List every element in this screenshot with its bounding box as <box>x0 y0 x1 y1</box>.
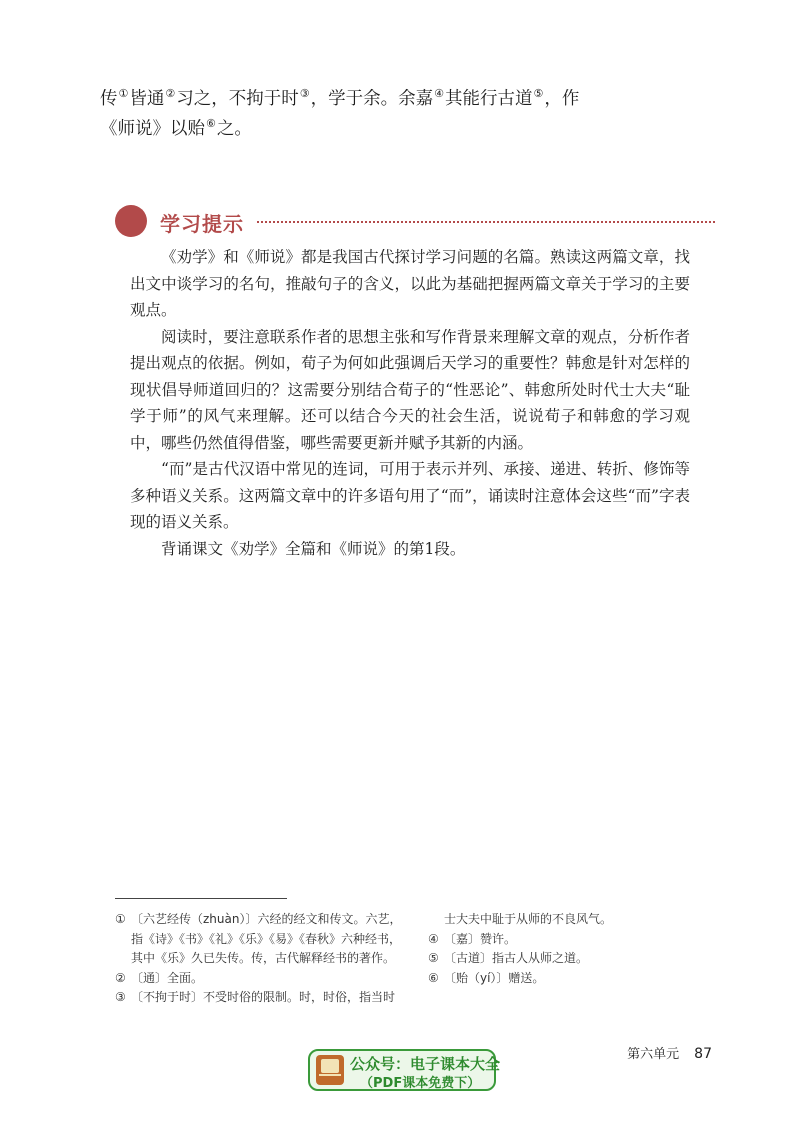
footnote-marker: ② <box>165 87 176 101</box>
passage-text: 之。 <box>216 119 252 139</box>
footnotes-right-column <box>428 910 678 988</box>
watermark-line2: （PDF课本免费下） <box>360 1076 481 1091</box>
passage-text: 习之，不拘于时 <box>176 89 299 109</box>
tips-paragraph: 阅读时，要注意联系作者的思想主张和写作背景来理解文章的观点，分析作者提出观点的依据。例如，荀子为何如此强调后天学习的重要性？韩愈是针对怎样的现状倡导师道回归的？这需要分别结合荀子的“性恶论”、韩愈所处时代士大夫“耻学于师”的风气来理解。还可以结合今天的社会生活，说说荀子和韩愈的学习观中，哪些仍然值得借鉴，哪些需要更新并赋予其新的内涵。 <box>130 327 690 452</box>
watermark-line1: 公众号：电子课本大全 <box>350 1055 501 1073</box>
passage-text: 《师说》以贻 <box>100 119 205 139</box>
passage-text: 皆通 <box>129 89 165 109</box>
footnote-text: 〔六艺经传（zhuàn）〕六经的经文和传文。六艺， <box>131 912 402 926</box>
section-title: 学习提示 <box>160 212 244 236</box>
continued-passage <box>100 84 700 144</box>
passage-line <box>100 84 700 114</box>
section-marker-icon <box>115 205 147 237</box>
footnote-text: 〔嘉〕赞许。 <box>444 931 517 946</box>
footnote-number: ⑤ <box>428 951 439 965</box>
footnote-number: ③ <box>115 990 126 1004</box>
unit-label: 第六单元 <box>627 1047 680 1062</box>
footnote-number: ② <box>115 970 126 985</box>
footnote-divider <box>115 898 287 899</box>
book-logo-icon <box>316 1055 344 1085</box>
footnote-marker: ④ <box>434 87 444 101</box>
passage-text: 其能行古道 <box>445 89 533 109</box>
footnote-number: ④ <box>428 931 439 946</box>
footnote-marker: ③ <box>299 87 310 101</box>
footnote-text: 〔古道〕指古人从师之道。 <box>444 951 589 965</box>
tips-paragraph: 《劝学》和《师说》都是我国古代探讨学习问题的名篇。熟读这两篇文章，找出文中谈学习的名句，推敲句子的含义，以此为基础把握两篇文章关于学习的主要观点。 <box>130 248 690 319</box>
watermark-badge <box>308 1049 501 1091</box>
section-header <box>115 205 715 237</box>
footnote-text: 指《诗》《书》《礼》《乐》《易》《春秋》六种经书， <box>131 931 402 946</box>
footnote-number: ① <box>115 912 126 926</box>
footnote-text: 〔不拘于时〕不受时俗的限制。时，时俗，指当时 <box>131 990 396 1004</box>
footnote-item <box>428 969 678 989</box>
footnote-marker: ⑥ <box>206 117 216 131</box>
footnote-marker: ⑤ <box>533 87 544 101</box>
footnote-item <box>115 969 410 989</box>
passage-text: ，作 <box>544 89 580 109</box>
page-footer <box>627 1043 712 1062</box>
passage-line <box>100 114 700 144</box>
footnote-text: 其中《乐》久已失传。传，古代解释经书的著作。 <box>131 951 396 965</box>
footnotes-left-column <box>115 910 410 1008</box>
footnote-text: 〔通〕全面。 <box>131 970 204 985</box>
footnote-item <box>115 910 410 969</box>
tips-paragraph: “而”是古代汉语中常见的连词，可用于表示并列、承接、递进、转折、修饰等多种语义关系。这两篇文章中的许多语句用了“而”，诵读时注意体会这些“而”字表现的语义关系。 <box>130 460 690 531</box>
footnote-text: 士大夫中耻于从师的不良风气。 <box>444 912 613 926</box>
footnote-number: ⑥ <box>428 970 439 985</box>
footnote-item <box>428 910 678 930</box>
footnote-item <box>115 988 410 1008</box>
passage-text: 传 <box>100 89 118 109</box>
tips-paragraph: 背诵课文《劝学》全篇和《师说》的第1段。 <box>161 539 466 558</box>
page-number: 87 <box>694 1046 712 1062</box>
footnote-text: 〔贻（yí）〕赠送。 <box>444 970 545 985</box>
passage-text: ，学于余。余嘉 <box>310 89 434 109</box>
footnote-item <box>428 949 678 969</box>
study-tips <box>130 244 690 562</box>
footnote-marker: ① <box>118 87 129 101</box>
footnote-item <box>428 930 678 950</box>
dotted-divider <box>257 221 715 223</box>
